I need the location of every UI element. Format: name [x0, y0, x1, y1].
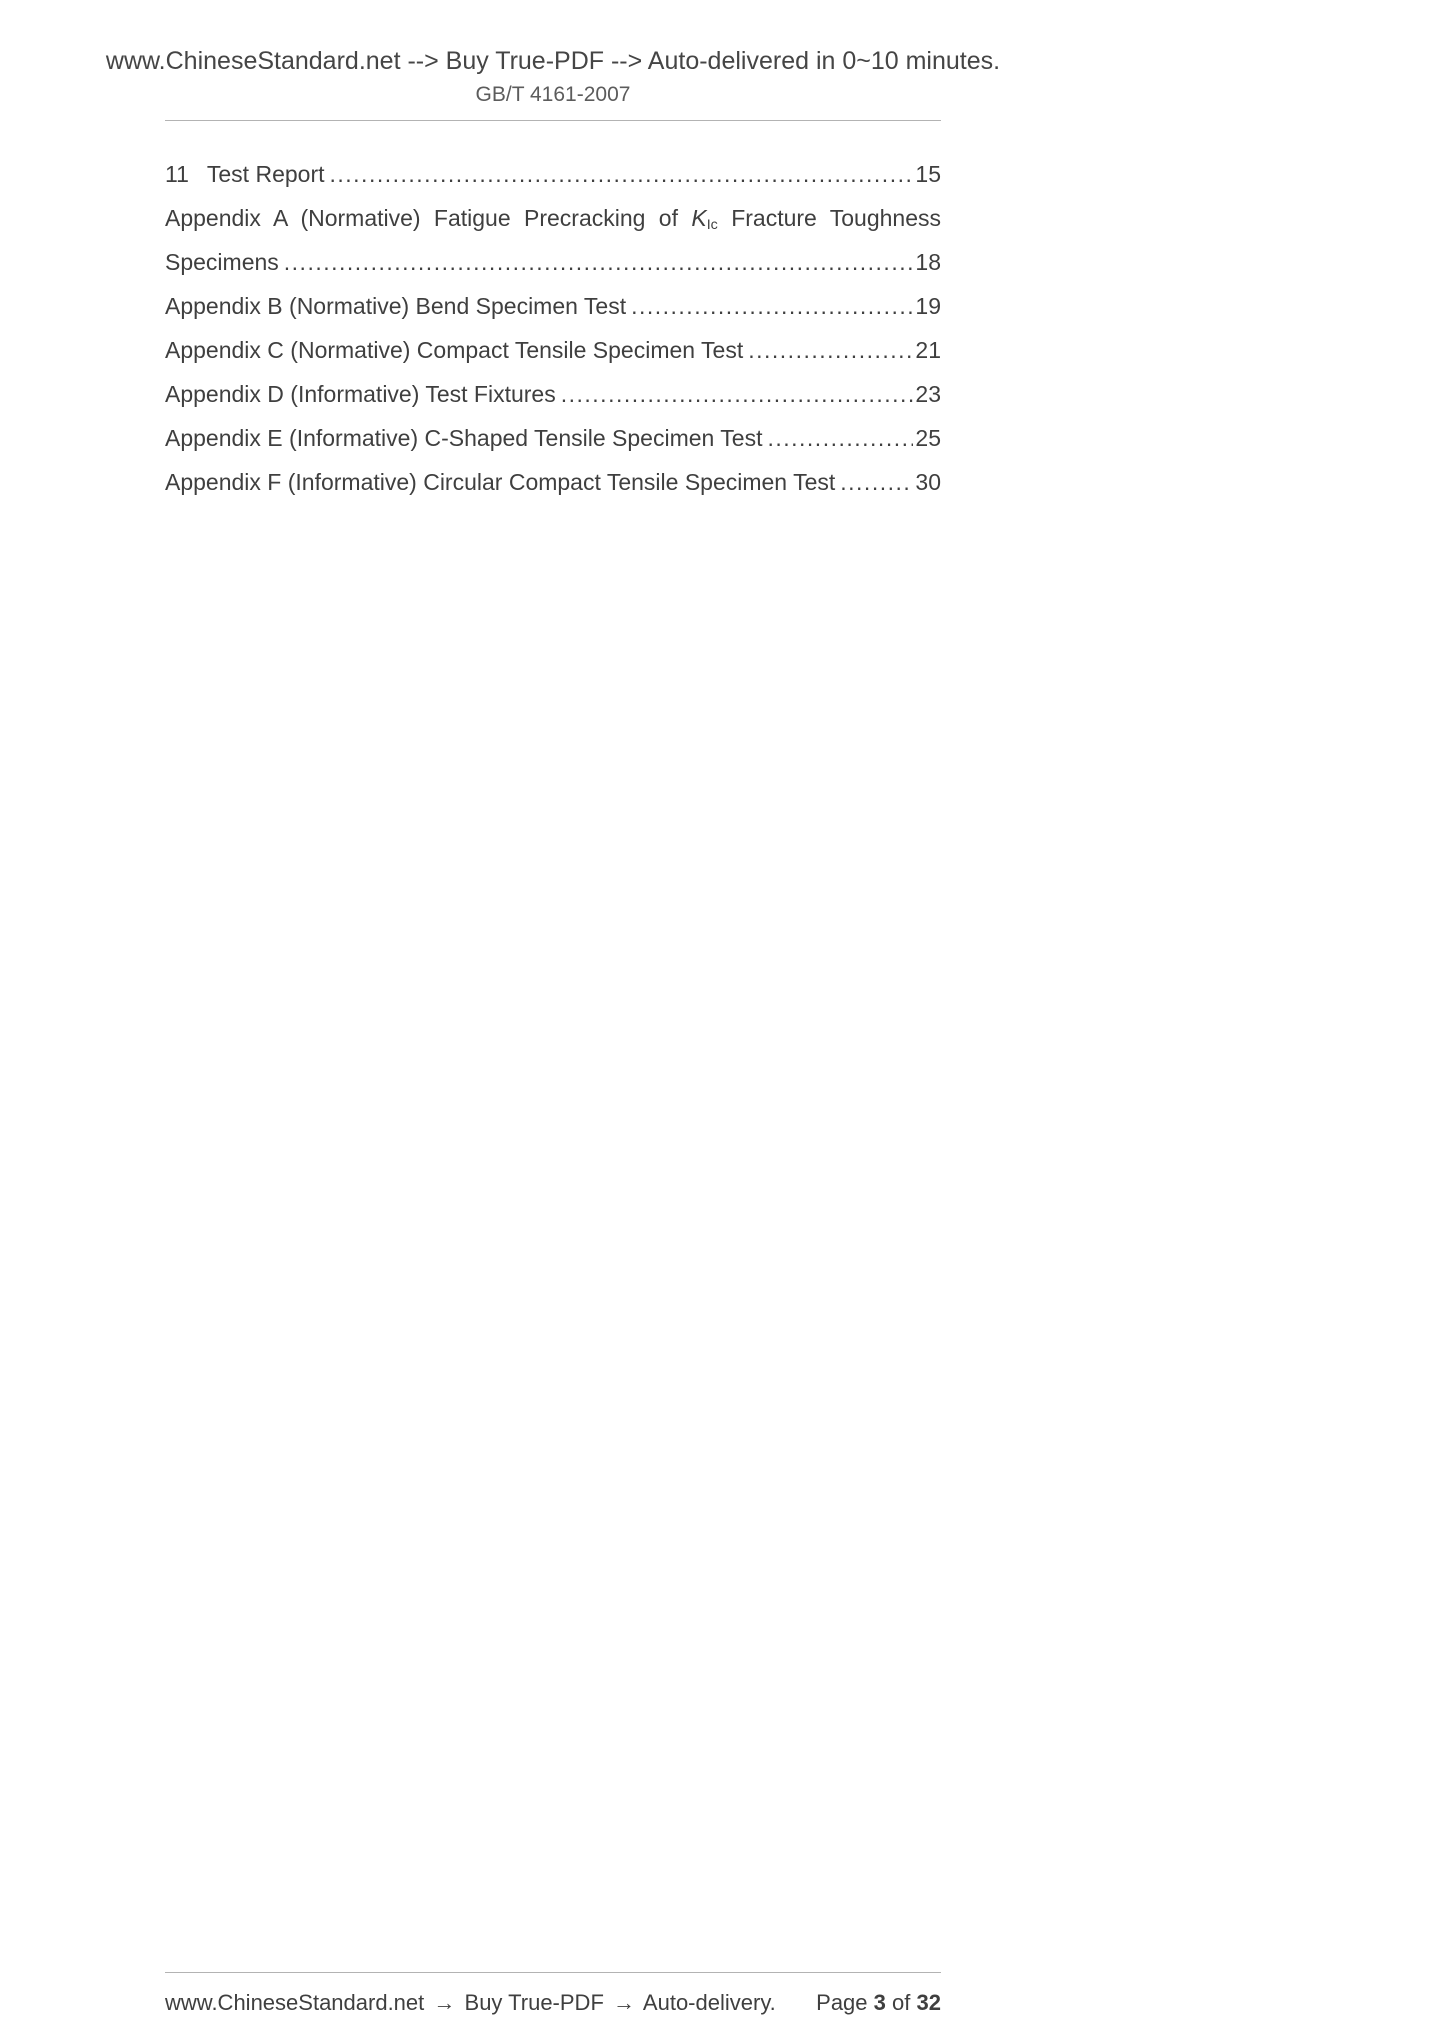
page-word: Page [816, 1990, 868, 2015]
dot-leader [767, 416, 913, 460]
page-current: 3 [873, 1990, 886, 2015]
dot-leader [631, 284, 913, 328]
toc-entry-appendix-e [165, 416, 941, 460]
toc-entry-page: 15 [915, 161, 941, 187]
k-symbol-italic: K [691, 205, 707, 231]
toc-entry-page: 21 [915, 337, 941, 363]
arrow-icon: → [613, 1990, 636, 2015]
dot-leader [840, 460, 913, 504]
toc-entry-appendix-d [165, 372, 941, 416]
toc-entry-appendix-a-line2 [165, 240, 941, 284]
header-divider [165, 120, 941, 121]
toc-entry-label: Appendix C (Normative) Compact Tensile Specimen Test [165, 337, 744, 363]
dot-leader [561, 372, 914, 416]
toc-entry-page: 25 [915, 425, 941, 451]
page-total: 32 [916, 1990, 941, 2015]
kic-symbol [691, 205, 717, 231]
dot-leader [284, 240, 914, 284]
toc-entry-appendix-c [165, 328, 941, 372]
table-of-contents [165, 152, 941, 504]
header-banner: www.ChineseStandard.net --> Buy True-PDF --> Auto-delivered in 0~10 minutes. [105, 47, 1001, 75]
footer-divider [165, 1972, 941, 1973]
toc-entry-appendix-b [165, 284, 941, 328]
arrow-icon: → [433, 1990, 456, 2015]
toc-entry-page: 23 [915, 381, 941, 407]
toc-entry-label: Appendix B (Normative) Bend Specimen Test [165, 293, 627, 319]
footer-left [165, 1990, 776, 2016]
page-footer [165, 1990, 941, 2016]
toc-entry-appendix-f [165, 460, 941, 504]
toc-entry-label: Appendix E (Informative) C-Shaped Tensile Specimen Test [165, 425, 763, 451]
of-word: of [892, 1990, 911, 2015]
dot-leader [330, 152, 914, 196]
footer-site-link[interactable]: www.ChineseStandard.net [165, 1990, 425, 2015]
toc-entry-label-part: Appendix A (Normative) Fatigue Precracking of [165, 205, 678, 231]
dot-leader [748, 328, 913, 372]
toc-entry-label: Specimens [165, 249, 279, 275]
footer-page-indicator [816, 1990, 941, 2016]
footer-delivery-text: Auto-delivery. [642, 1990, 776, 2015]
document-code: GB/T 4161-2007 [475, 83, 631, 106]
toc-entry-label: Appendix F (Informative) Circular Compact Tensile Specimen Test [165, 469, 836, 495]
toc-entry-page: 19 [915, 293, 941, 319]
toc-entry-label: Appendix D (Informative) Test Fixtures [165, 381, 556, 407]
footer-buy-text: Buy True-PDF [464, 1990, 604, 2015]
toc-entry-label: Test Report [206, 161, 325, 187]
toc-entry-label-part: Fracture Toughness [731, 205, 942, 231]
toc-entry-test-report [165, 152, 941, 196]
k-symbol-subscript: Ic [706, 216, 718, 233]
toc-entry-number: 11 [165, 161, 189, 187]
toc-entry-page: 18 [915, 249, 941, 275]
page-content [105, 0, 1001, 2044]
toc-entry-page: 30 [915, 469, 941, 495]
toc-entry-appendix-a-line1 [165, 196, 941, 240]
